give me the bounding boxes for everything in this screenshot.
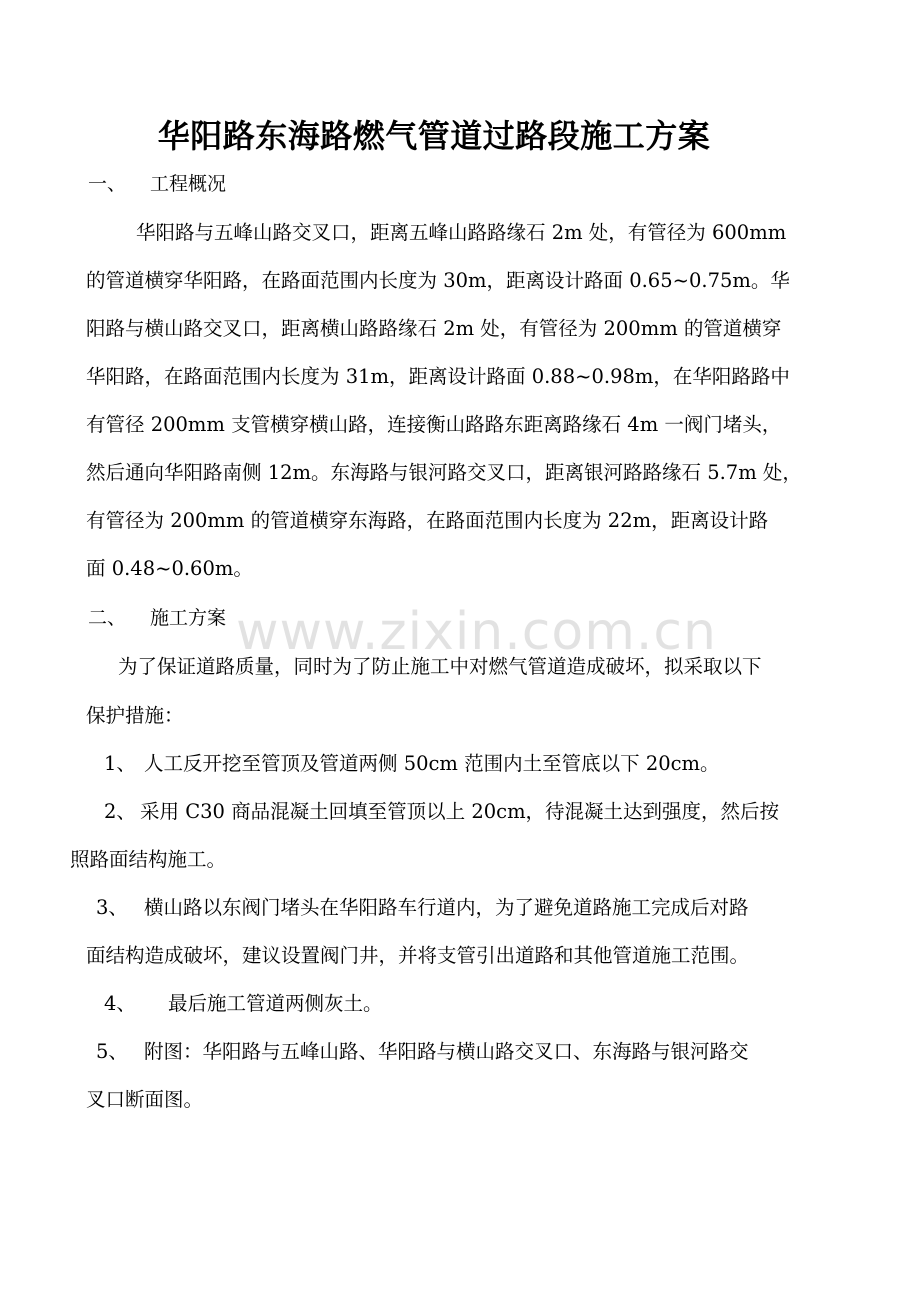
section-number: 二、: [88, 607, 127, 629]
list-item: [104, 797, 779, 827]
section-title: 工程概况: [150, 173, 227, 195]
list-item-text: 附图：华阳路与五峰山路、华阳路与横山路交叉口、东海路与银河路交: [144, 1040, 749, 1063]
paragraph-line: 华阳路与五峰山路交叉口，距离五峰山路路缘石 2m 处，有管径为 600mm: [136, 221, 787, 244]
section-title: 施工方案: [150, 607, 227, 629]
paragraph-line: 然后通向华阳路南侧 12m。东海路与银河路交叉口，距离银河路路缘石 5.7m 处，: [86, 461, 802, 484]
paragraph-line: 保护措施：: [86, 704, 184, 727]
list-item-text: 横山路以东阀门堵头在华阳路车行道内，为了避免道路施工完成后对路: [144, 896, 749, 919]
document-title: 华阳路东海路燃气管道过路段施工方案: [157, 117, 711, 155]
paragraph-line: 的管道横穿华阳路，在路面范围内长度为 30m，距离设计路面 0.65~0.75m。华: [86, 269, 790, 292]
section-heading-2: [88, 603, 226, 633]
list-item-text: 人工反开挖至管顶及管道两侧 50cm 范围内土至管底以下 20cm。: [144, 752, 720, 775]
list-item-number: 1、: [104, 752, 136, 775]
paragraph-line: 为了保证道路质量，同时为了防止施工中对燃气管道造成破坏，拟采取以下: [118, 655, 762, 678]
list-item-text: 最后施工管道两侧灰土。: [168, 992, 383, 1015]
list-item-number: 5、: [96, 1040, 128, 1063]
list-item-number: 4、: [104, 992, 136, 1015]
section-heading-1: [88, 169, 226, 199]
paragraph-line: 面 0.48~0.60m。: [86, 557, 253, 580]
list-item: [104, 989, 383, 1019]
paragraph-line: 阳路与横山路交叉口，距离横山路路缘石 2m 处，有管径为 200mm 的管道横穿: [86, 317, 782, 340]
list-item-continuation: 照路面结构施工。: [70, 848, 227, 871]
list-item: [104, 749, 720, 779]
paragraph-line: 有管径为 200mm 的管道横穿东海路，在路面范围内长度为 22m，距离设计路: [86, 509, 769, 532]
list-item-continuation: 面结构造成破坏，建议设置阀门井，并将支管引出道路和其他管道施工范围。: [86, 944, 750, 967]
watermark: www.zixin.com.cn: [236, 602, 717, 662]
paragraph-line: 华阳路，在路面范围内长度为 31m，距离设计路面 0.88~0.98m，在华阳路路中: [86, 365, 790, 388]
list-item: [96, 893, 749, 923]
list-item-number: 2、: [104, 800, 136, 823]
section-number: 一、: [88, 173, 127, 195]
list-item-continuation: 叉口断面图。: [86, 1088, 204, 1111]
paragraph-line: 有管径 200mm 支管横穿横山路，连接衡山路路东距离路缘石 4m 一阀门堵头，: [86, 413, 782, 436]
list-item-text: 采用 C30 商品混凝土回填至管顶以上 20cm，待混凝土达到强度，然后按: [140, 800, 780, 823]
list-item-number: 3、: [96, 896, 128, 919]
list-item: [96, 1037, 749, 1067]
